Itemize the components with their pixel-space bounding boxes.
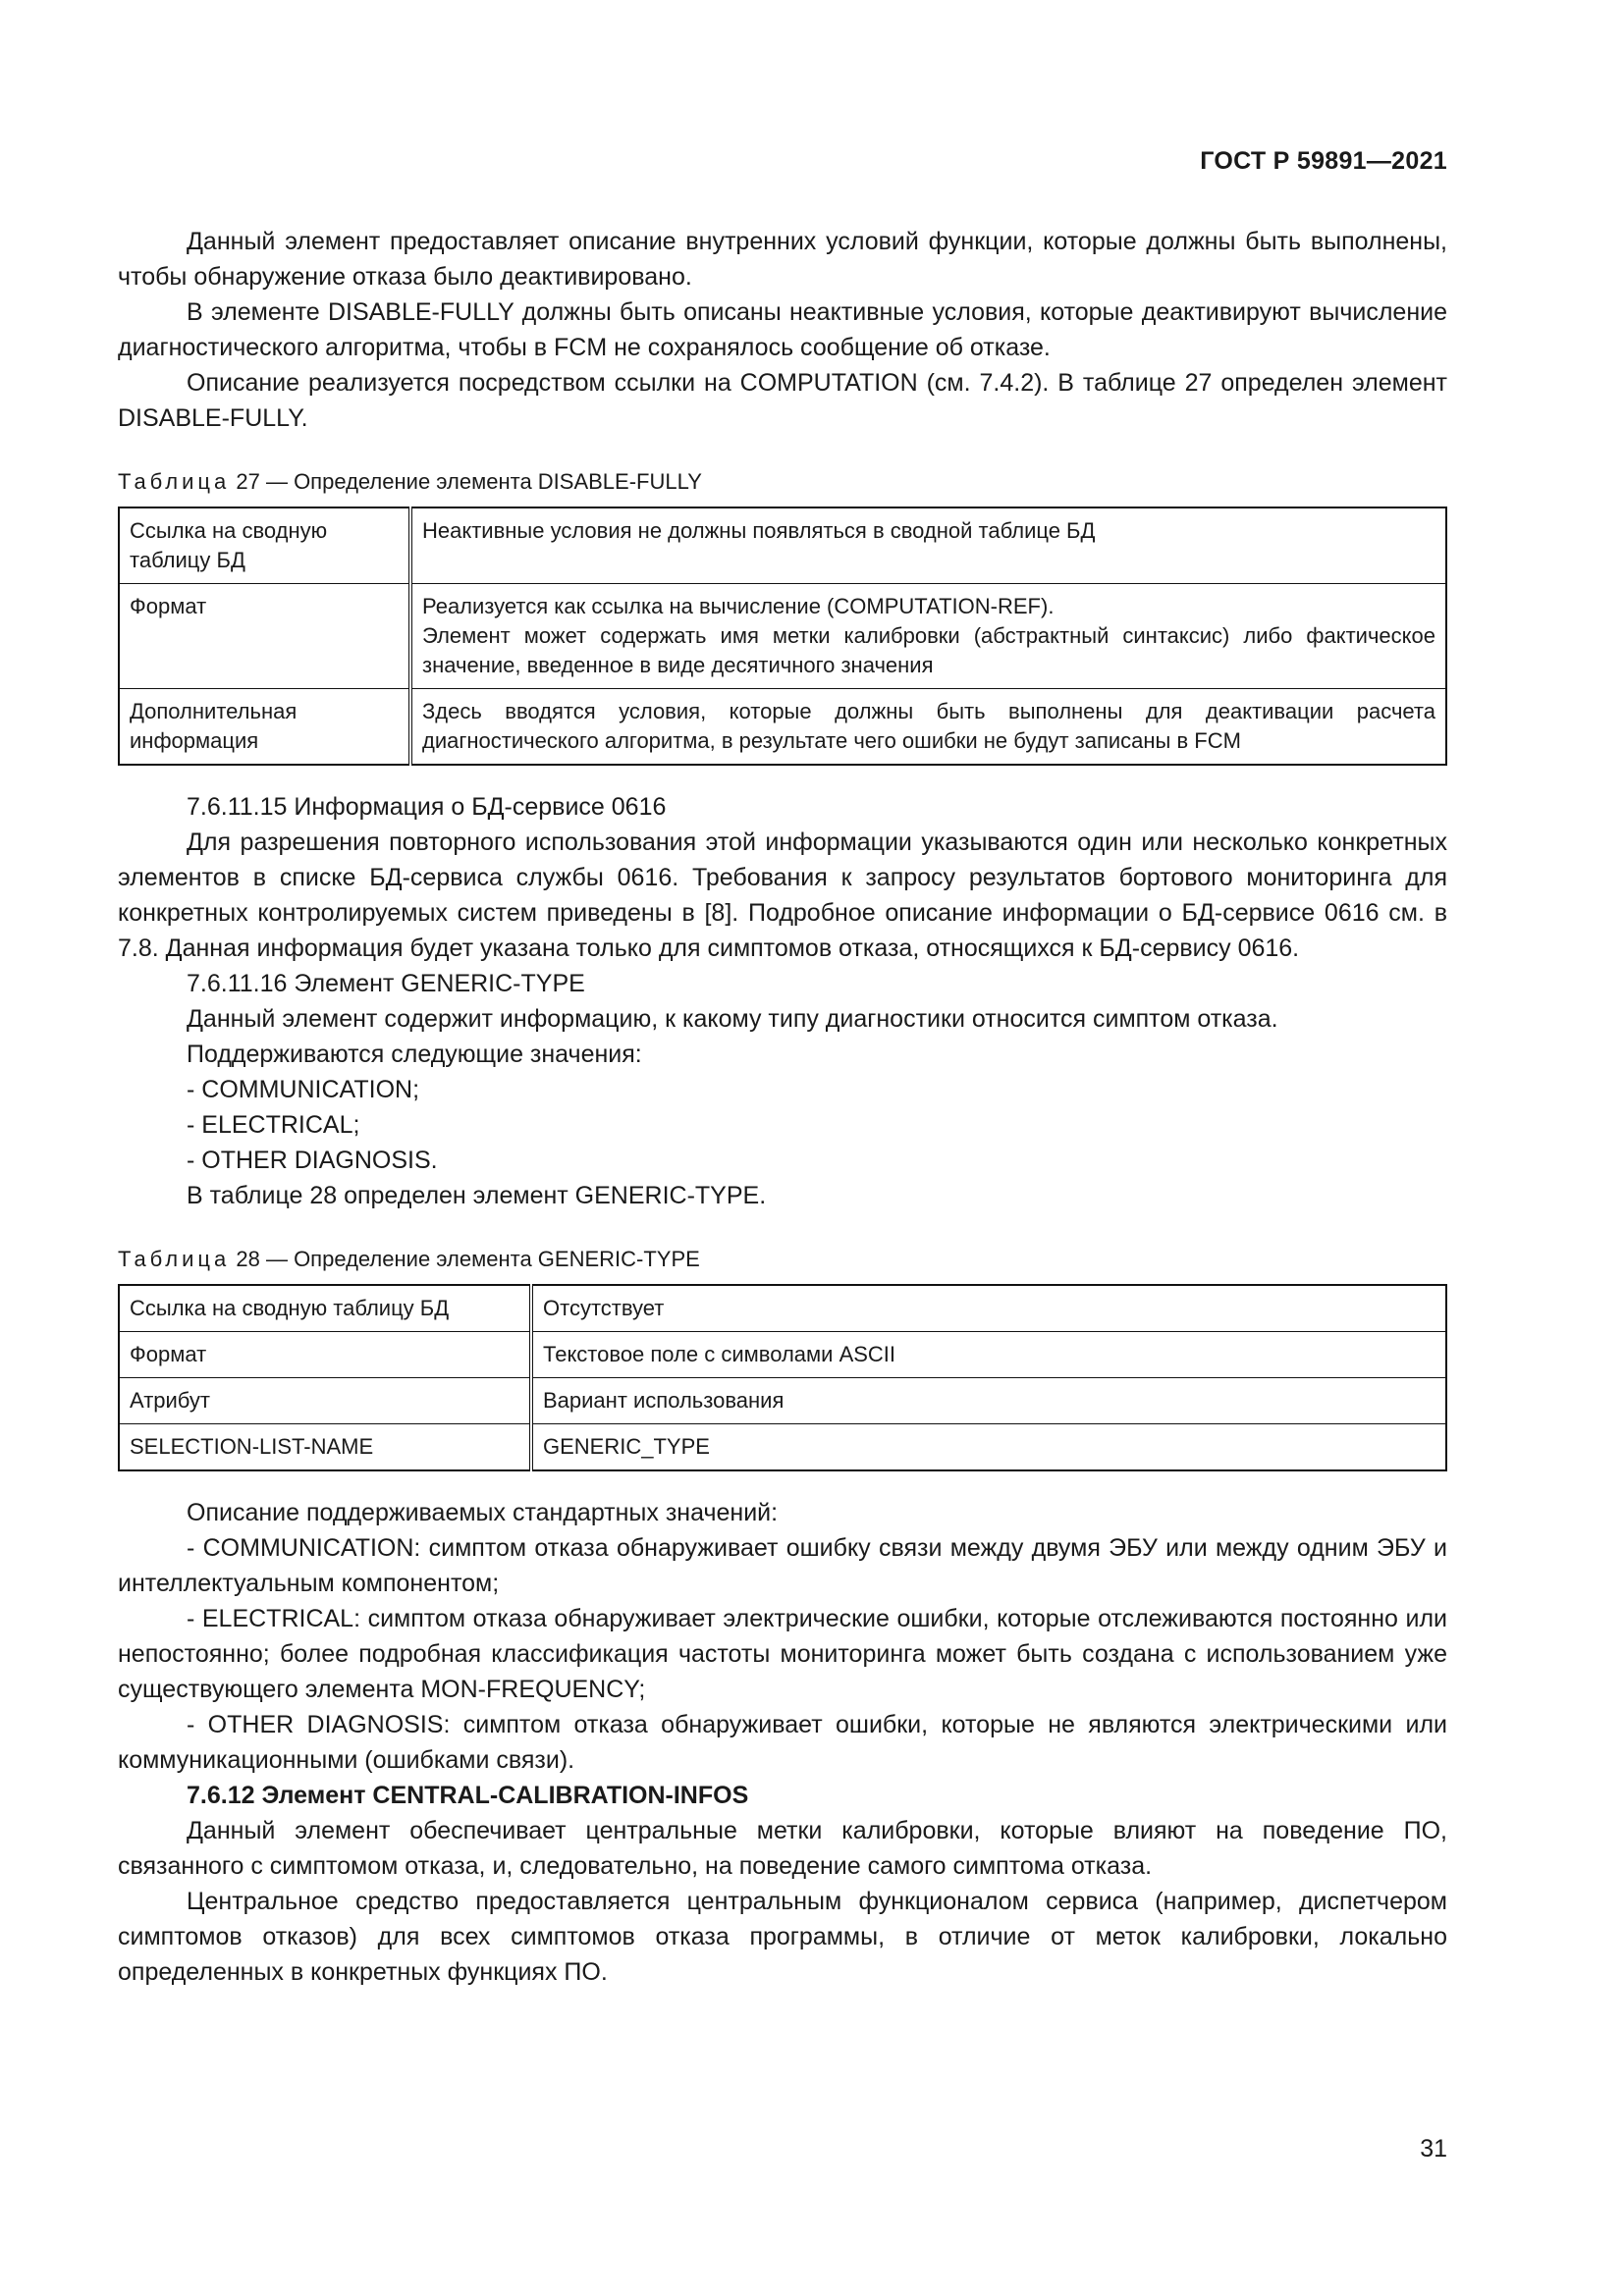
paragraph: Данный элемент обеспечивает центральные метки калибровки, которые влияют на поведение ПО, связанного с симптомом отказа, и, следовательно, на поведение самого симптома отказа. xyxy=(118,1817,1447,1880)
table-caption-word: Таблица xyxy=(118,469,231,494)
table-cell: Атрибут xyxy=(119,1378,531,1424)
list-item: - ELECTRICAL; xyxy=(187,1111,360,1139)
table-cell: Дополнительная информация xyxy=(119,689,410,766)
document-header: ГОСТ Р 59891—2021 xyxy=(1200,147,1447,175)
paragraph: Данный элемент содержит информацию, к какому типу диагностики относится симптом отказа. xyxy=(187,1005,1278,1033)
table-cell: Ссылка на сводную таблицу БД xyxy=(119,507,410,584)
table-cell: Здесь вводятся условия, которые должны быть выполнены для деактивации расчета диагностического алгоритма, в результате чего ошибки не будут записаны в FCM xyxy=(410,689,1446,766)
page-content xyxy=(118,224,1447,1990)
table-27 xyxy=(118,507,1447,766)
table-caption-text: 27 — Определение элемента DISABLE-FULLY xyxy=(230,469,702,494)
list-item: - OTHER DIAGNOSIS. xyxy=(187,1147,438,1174)
table-28 xyxy=(118,1284,1447,1471)
paragraph: Для разрешения повторного использования этой информации указываются один или несколько конкретных элементов в списке БД-сервиса службы 0616. Требования к запросу результатов бортового мониторинга для конкретных контролируемых систем приведены в [8]. Подробное описание информации о БД-сервисе 0616 см. в 7.8. Данная информация будет указана только для симптомов отказа, относящихся к БД-сервису 0616. xyxy=(118,828,1447,962)
table-cell: Отсутствует xyxy=(531,1285,1446,1332)
paragraph: В таблице 28 определен элемент GENERIC-TYPE. xyxy=(187,1182,767,1209)
paragraph: В элементе DISABLE-FULLY должны быть описаны неактивные условия, которые деактивируют вычисление диагностического алгоритма, чтобы в FCM не сохранялось сообщение об отказе. xyxy=(118,298,1447,361)
table-caption-word: Таблица xyxy=(118,1247,231,1271)
section-heading: 7.6.11.15 Информация о БД-сервисе 0616 xyxy=(187,793,667,821)
table-row xyxy=(119,689,1446,766)
paragraph: Описание реализуется посредством ссылки на COMPUTATION (см. 7.4.2). В таблице 27 определен элемент DISABLE-FULLY. xyxy=(118,369,1447,432)
table-cell: SELECTION-LIST-NAME xyxy=(119,1424,531,1471)
page-number: 31 xyxy=(1420,2135,1447,2163)
list-item: - COMMUNICATION; xyxy=(187,1076,420,1103)
table-cell: Формат xyxy=(119,584,410,689)
table-cell: Текстовое поле с символами ASCII xyxy=(531,1332,1446,1378)
table-row xyxy=(119,1424,1446,1471)
table-cell: GENERIC_TYPE xyxy=(531,1424,1446,1471)
definition-item: - COMMUNICATION: симптом отказа обнаруживает ошибку связи между двумя ЭБУ или между одним ЭБУ и интеллектуальным компонентом; xyxy=(118,1534,1447,1597)
table-28-caption xyxy=(118,1245,1447,1274)
paragraph: Данный элемент предоставляет описание внутренних условий функции, которые должны быть выполнены, чтобы обнаружение отказа было деактивировано. xyxy=(118,228,1447,291)
table-cell: Вариант использования xyxy=(531,1378,1446,1424)
section-heading-bold: 7.6.12 Элемент CENTRAL-CALIBRATION-INFOS xyxy=(187,1782,749,1809)
table-cell: Формат xyxy=(119,1332,531,1378)
table-caption-text: 28 — Определение элемента GENERIC-TYPE xyxy=(230,1247,700,1271)
table-row xyxy=(119,1332,1446,1378)
paragraph: Центральное средство предоставляется центральным функционалом сервиса (например, диспетчером симптомов отказов) для всех симптомов отказа программы, в отличие от меток калибровки, локально определенных в конкретных функциях ПО. xyxy=(118,1888,1447,1986)
table-row xyxy=(119,507,1446,584)
table-row xyxy=(119,584,1446,689)
paragraph: Описание поддерживаемых стандартных значений: xyxy=(187,1499,779,1526)
table-27-caption xyxy=(118,467,1447,497)
definition-item: - ELECTRICAL: симптом отказа обнаруживает электрические ошибки, которые отслеживаются постоянно или непостоянно; более подробная классификация частоты мониторинга может быть создана с использованием уже существующего элемента MON-FREQUENCY; xyxy=(118,1605,1447,1703)
table-row xyxy=(119,1378,1446,1424)
paragraph: Поддерживаются следующие значения: xyxy=(187,1041,642,1068)
section-heading: 7.6.11.16 Элемент GENERIC-TYPE xyxy=(187,970,585,997)
table-cell: Неактивные условия не должны появляться в сводной таблице БД xyxy=(410,507,1446,584)
table-cell: Реализуется как ссылка на вычисление (COMPUTATION-REF). Элемент может содержать имя метки калибровки (абстрактный синтаксис) либо фактическое значение, введенное в виде десятичного значения xyxy=(410,584,1446,689)
definition-item: - OTHER DIAGNOSIS: симптом отказа обнаруживает ошибки, которые не являются электрическими или коммуникационными (ошибками связи). xyxy=(118,1711,1447,1774)
table-cell: Ссылка на сводную таблицу БД xyxy=(119,1285,531,1332)
table-row xyxy=(119,1285,1446,1332)
